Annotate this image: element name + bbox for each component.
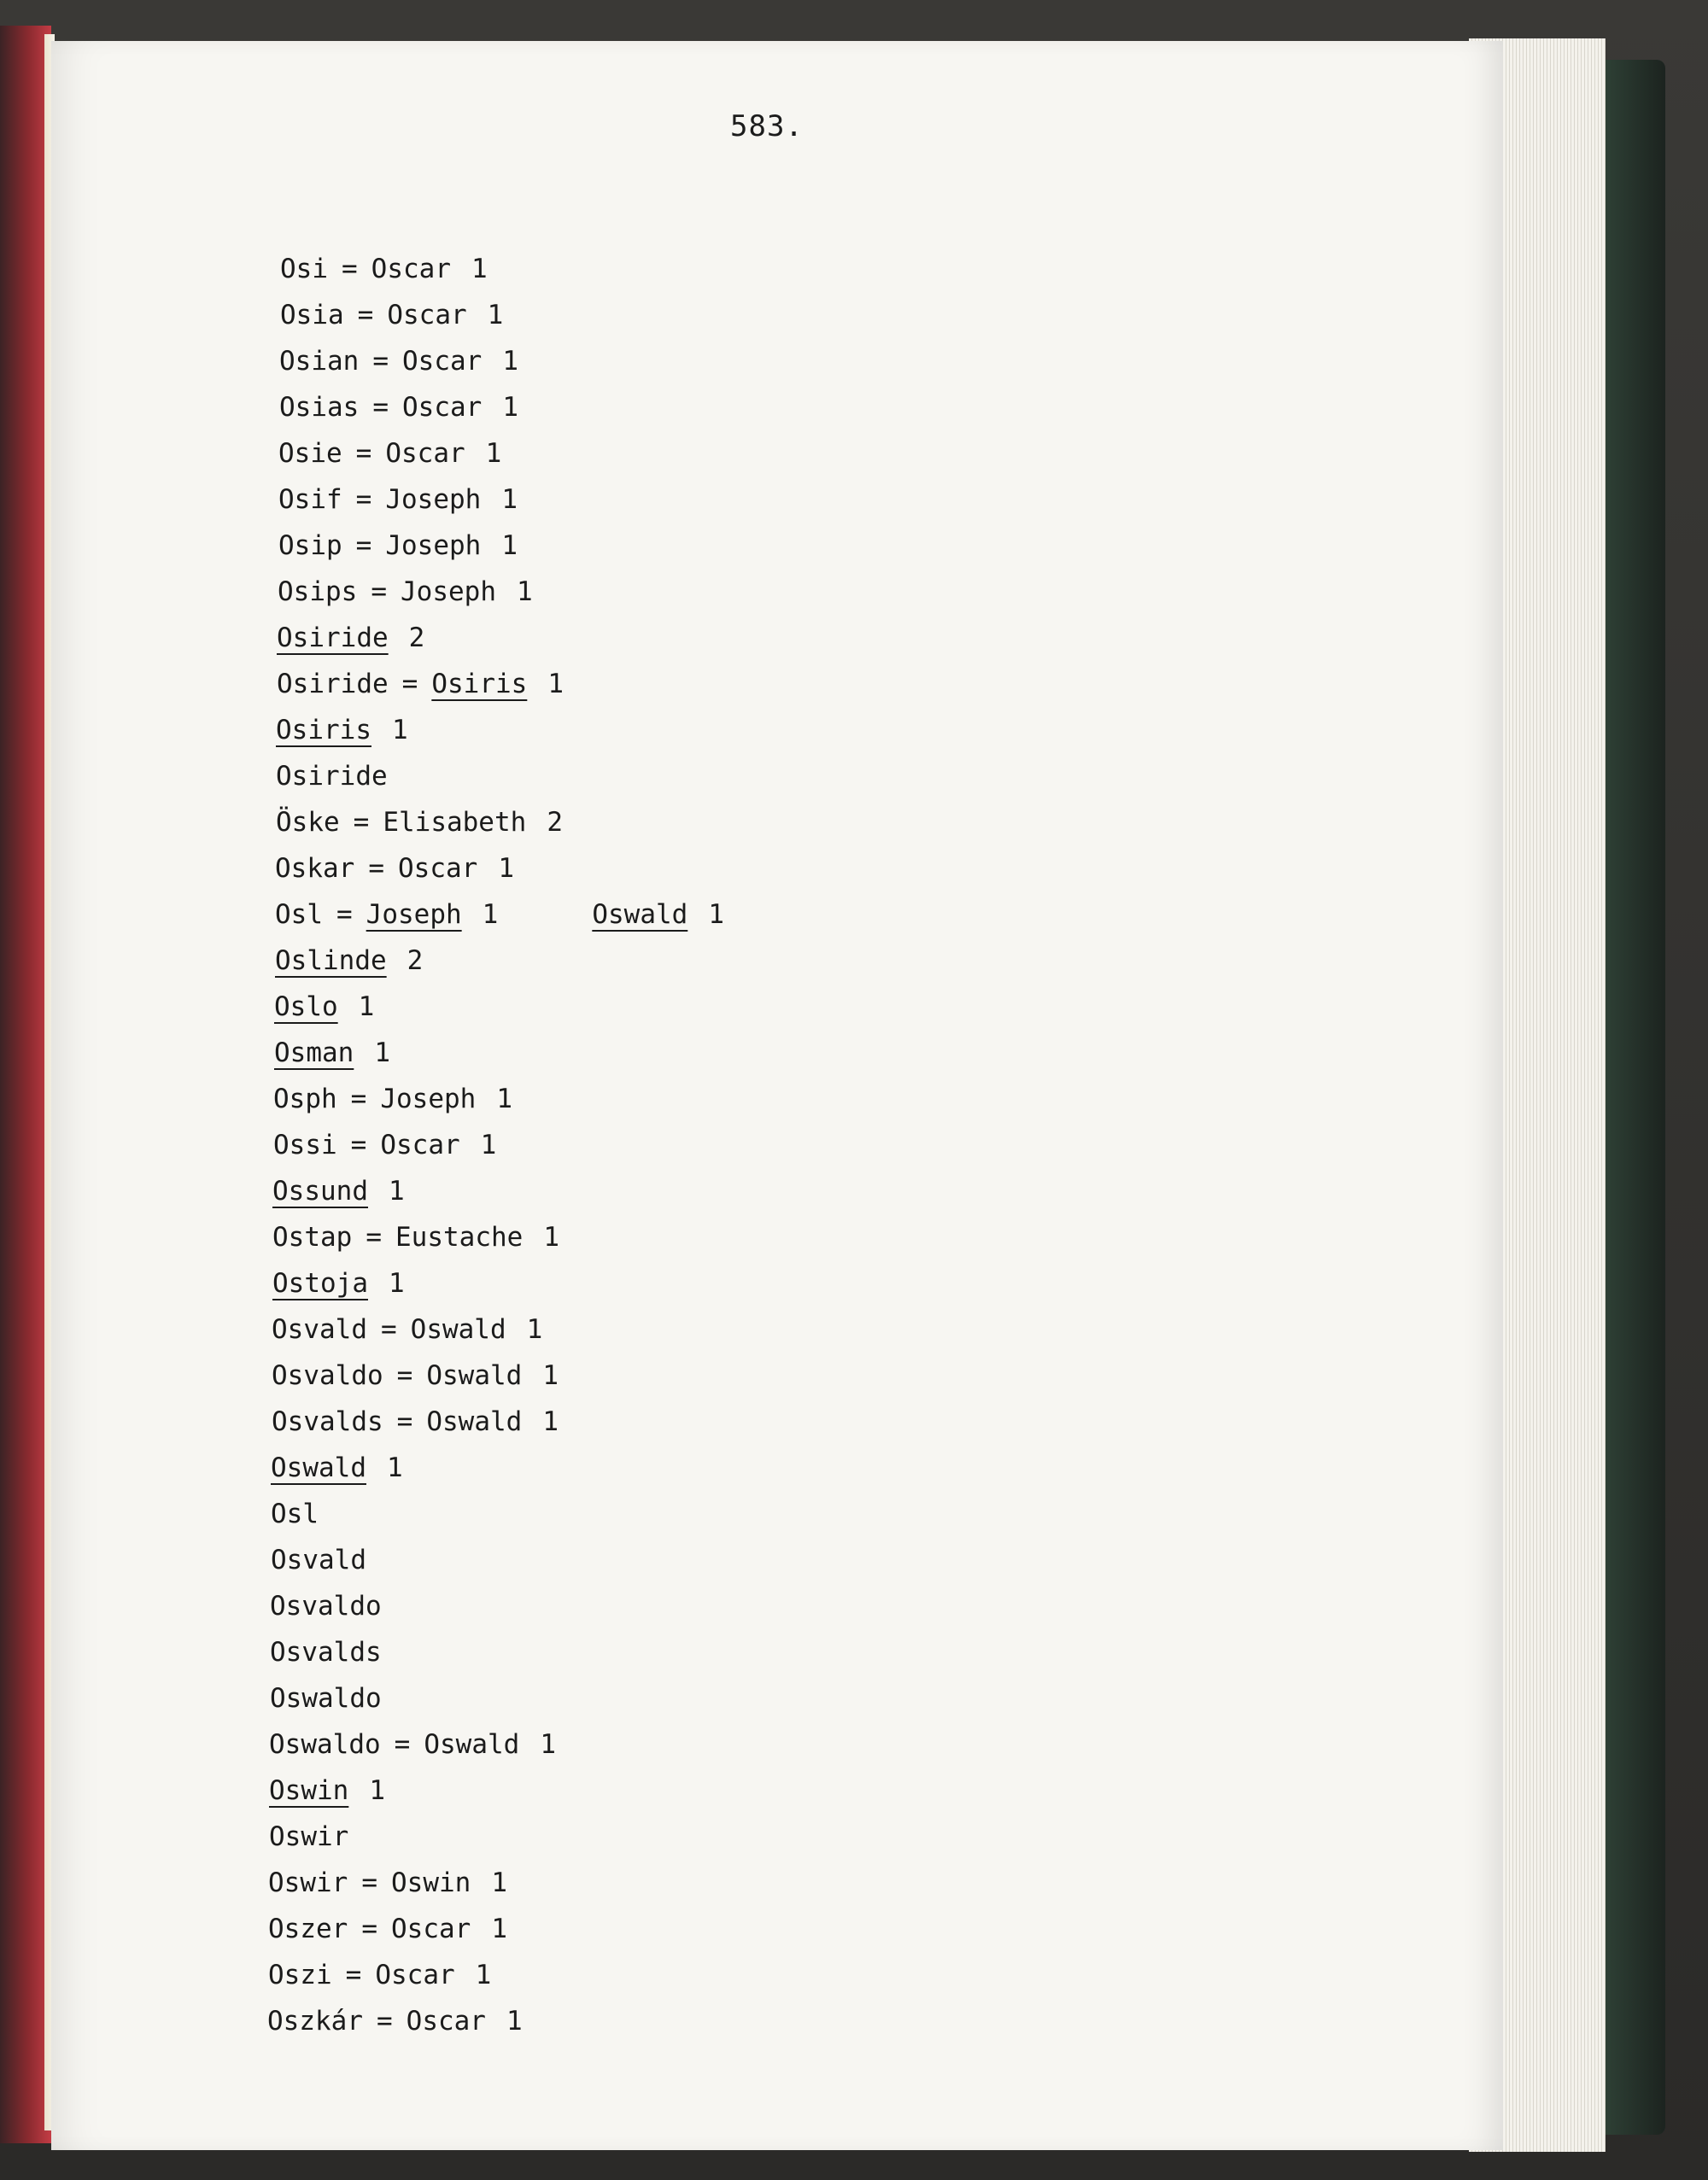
entry-name: Oswaldo <box>269 1729 381 1760</box>
entry-count: 2 <box>408 622 425 653</box>
entry-equals: = <box>394 1729 411 1760</box>
entry-row <box>269 1729 556 1760</box>
entry-extra-target: Oswald <box>592 899 688 930</box>
entry-name: Osvalds <box>270 1637 382 1668</box>
entry-equals: = <box>355 484 372 515</box>
entry-name: Ossund <box>272 1176 368 1207</box>
entry-name: Oswald <box>271 1452 366 1483</box>
entry-row <box>272 1360 559 1391</box>
entry-name: Osvaldo <box>272 1360 383 1391</box>
entry-row <box>272 1314 543 1345</box>
entry-target: Oscar <box>398 853 478 884</box>
entry-name: Oswaldo <box>270 1683 382 1714</box>
entry-equals: = <box>355 438 372 469</box>
entry-row <box>272 1268 405 1299</box>
entry-count: 1 <box>491 1867 507 1898</box>
entry-target: Oscar <box>402 392 483 423</box>
entry-equals: = <box>380 1314 397 1345</box>
entry-count: 1 <box>386 1452 403 1483</box>
entry-target: Oscar <box>387 300 467 330</box>
entry-name: Osiris <box>276 715 371 745</box>
entry-row <box>273 1132 496 1159</box>
entry-target: Joseph <box>385 484 482 515</box>
entry-row <box>276 717 408 744</box>
entry-name: Oszkár <box>267 2006 363 2037</box>
entry-count: 1 <box>542 1406 559 1437</box>
entry-equals: = <box>372 346 389 377</box>
entry-name: Öske <box>276 807 340 838</box>
entry-name: Osvaldo <box>270 1591 382 1622</box>
entry-row <box>273 1086 512 1113</box>
entry-equals: = <box>342 254 358 284</box>
entry-name: Osman <box>274 1037 354 1068</box>
entry-equals: = <box>350 1130 367 1160</box>
entry-target: Oswald <box>424 1729 520 1760</box>
entry-name: Oswin <box>269 1775 349 1806</box>
entry-row <box>274 1037 390 1068</box>
entry-name: Oslinde <box>275 945 387 976</box>
entry-equals: = <box>401 669 418 699</box>
entry-row <box>274 991 375 1022</box>
entry-count: 1 <box>502 392 518 423</box>
entry-row <box>268 1867 507 1898</box>
entry-row <box>280 256 488 283</box>
entry-count: 1 <box>374 1037 390 1068</box>
entry-extra-count: 1 <box>708 899 724 930</box>
entry-count: 1 <box>516 576 533 607</box>
page-number: 583. <box>730 109 804 143</box>
entry-target: Joseph <box>401 576 496 607</box>
entry-name: Osian <box>279 346 360 377</box>
entry-count: 1 <box>487 300 504 330</box>
entry-row <box>269 1775 385 1806</box>
entry-row <box>277 622 425 653</box>
entry-row <box>271 1547 366 1574</box>
entry-name: Oszer <box>268 1914 348 1944</box>
entry-row <box>279 348 518 375</box>
entry-name: Osias <box>279 392 360 423</box>
entry-target: Joseph <box>380 1084 477 1114</box>
entry-target: Oscar <box>375 1960 455 1990</box>
entry-target: Oscar <box>380 1130 460 1160</box>
entry-target: Oscar <box>385 438 465 469</box>
entry-row <box>275 899 724 930</box>
entry-equals: = <box>357 300 374 330</box>
document-page <box>51 41 1503 2150</box>
entry-row <box>278 438 502 469</box>
entry-row <box>272 1224 559 1251</box>
book-cover-left <box>0 26 51 2143</box>
entry-equals: = <box>366 1222 382 1253</box>
entry-name: Oskar <box>275 853 355 884</box>
entry-row <box>278 530 518 561</box>
entry-target: Oswald <box>410 1314 506 1345</box>
entry-row <box>275 945 424 976</box>
entry-name: Osiride <box>277 669 389 699</box>
entry-row <box>270 1639 382 1666</box>
entry-name: Ostap <box>272 1222 353 1253</box>
entry-name: Oszi <box>268 1960 332 1990</box>
entry-row <box>271 1501 319 1528</box>
entry-row <box>276 763 388 790</box>
entry-count: 1 <box>501 484 518 515</box>
entry-equals: = <box>396 1360 413 1391</box>
entry-name: Ossi <box>273 1130 337 1160</box>
entry-target: Oscar <box>391 1914 471 1944</box>
entry-equals: = <box>376 2006 393 2037</box>
entry-name: Ostoja <box>272 1268 368 1299</box>
entry-row <box>272 1178 405 1205</box>
entry-target: Joseph <box>385 530 482 561</box>
entry-name: Osph <box>273 1084 337 1114</box>
entry-count: 1 <box>498 853 514 884</box>
entry-name: Osie <box>278 438 342 469</box>
entry-equals: = <box>371 576 387 607</box>
entry-count: 1 <box>506 2006 523 2037</box>
entry-row <box>278 576 533 607</box>
entry-name: Osvald <box>272 1314 367 1345</box>
entry-target: Elisabeth <box>383 807 527 838</box>
entry-row <box>280 302 503 329</box>
entry-count: 1 <box>388 1268 405 1299</box>
entry-count: 1 <box>502 346 518 377</box>
entry-count: 2 <box>407 945 424 976</box>
entry-name: Oslo <box>274 991 338 1022</box>
entry-name: Osia <box>280 300 344 330</box>
entry-count: 1 <box>496 1084 512 1114</box>
entry-equals: = <box>336 899 353 930</box>
entry-count: 1 <box>526 1314 543 1345</box>
entry-equals: = <box>350 1084 367 1114</box>
entry-count: 1 <box>391 715 408 745</box>
entry-count: 1 <box>542 1360 559 1391</box>
entry-count: 1 <box>485 438 502 469</box>
entry-name: Osips <box>278 576 358 607</box>
entry-count: 1 <box>480 1130 497 1160</box>
entry-name: Osl <box>275 899 323 930</box>
entry-count: 1 <box>547 669 564 699</box>
entry-row <box>278 484 518 515</box>
entry-row <box>276 809 563 836</box>
entry-equals: = <box>368 853 384 884</box>
entry-count: 1 <box>540 1729 556 1760</box>
entry-name: Osiride <box>277 622 389 653</box>
entry-count: 2 <box>547 807 563 838</box>
entry-row <box>271 1452 403 1483</box>
entry-row <box>268 1962 491 1989</box>
entry-count: 1 <box>358 991 375 1022</box>
entry-row <box>275 853 514 884</box>
entry-target: Oscar <box>371 254 451 284</box>
entry-count: 1 <box>388 1176 405 1207</box>
entry-name: Osiride <box>276 761 388 792</box>
entry-row <box>270 1593 382 1620</box>
entry-count: 1 <box>543 1222 559 1253</box>
entry-equals: = <box>361 1867 377 1898</box>
entry-row <box>272 1406 559 1437</box>
entry-target: Oscar <box>402 346 483 377</box>
entry-target: Eustache <box>395 1222 524 1253</box>
entry-equals: = <box>361 1914 377 1944</box>
entry-count: 1 <box>471 254 488 284</box>
entry-target: Oswald <box>426 1360 523 1391</box>
entry-row <box>269 1821 349 1852</box>
entry-row <box>270 1683 382 1714</box>
entry-equals: = <box>345 1960 362 1990</box>
entry-name: Osvald <box>271 1545 366 1575</box>
entry-target: Osiris <box>431 669 528 699</box>
entry-row <box>268 1916 507 1943</box>
entry-name: Osl <box>271 1499 319 1529</box>
entry-name: Osvalds <box>272 1406 383 1437</box>
entry-count: 1 <box>369 1775 385 1806</box>
entry-target: Oswin <box>391 1867 471 1898</box>
entry-row <box>277 671 564 698</box>
entry-name: Osif <box>278 484 342 515</box>
entry-count: 1 <box>491 1914 507 1944</box>
entry-name: Osip <box>278 530 342 561</box>
entry-row <box>279 392 518 423</box>
entry-equals: = <box>372 392 389 423</box>
entry-count: 1 <box>501 530 518 561</box>
entry-name: Oswir <box>269 1821 349 1852</box>
entry-target: Oswald <box>426 1406 523 1437</box>
entry-target: Oscar <box>406 2006 486 2037</box>
entry-count: 1 <box>482 899 499 930</box>
entry-equals: = <box>353 807 370 838</box>
entry-name: Osi <box>280 254 328 284</box>
entry-equals: = <box>396 1406 413 1437</box>
entry-equals: = <box>355 530 372 561</box>
entry-row <box>267 2008 523 2035</box>
entry-count: 1 <box>475 1960 492 1990</box>
entry-name: Oswir <box>268 1867 348 1898</box>
entry-list <box>51 41 1503 2150</box>
entry-target: Joseph <box>366 899 462 930</box>
